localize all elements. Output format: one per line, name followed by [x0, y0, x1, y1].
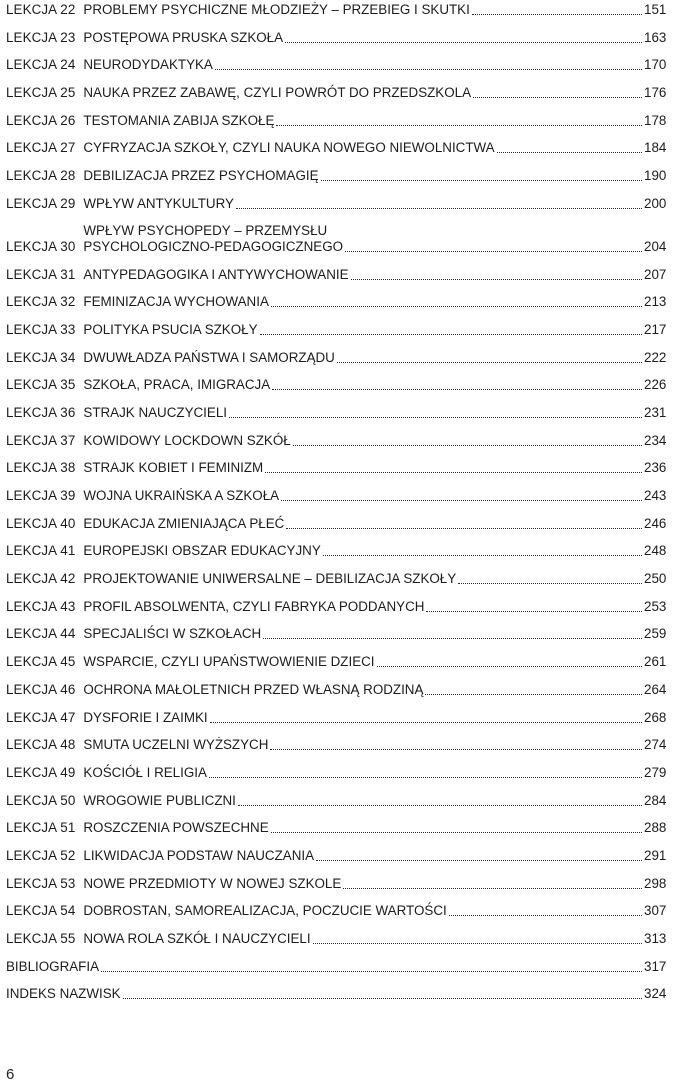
toc-page-number: 298 — [644, 875, 667, 891]
toc-page-number: 246 — [644, 515, 667, 531]
toc-entry-title: WPŁYW ANTYKULTURY — [83, 195, 234, 211]
toc-entry-title: KOWIDOWY LOCKDOWN SZKÓŁ — [83, 432, 291, 448]
toc-entry-title: EUROPEJSKI OBSZAR EDUKACYJNY — [83, 543, 321, 559]
lesson-number: LEKCJA 47 — [6, 709, 76, 725]
lesson-number: LEKCJA 37 — [6, 432, 76, 448]
dot-leader — [285, 41, 642, 43]
toc-entry-title: DEBILIZACJA PRZEZ PSYCHOMAGIĘ — [83, 168, 319, 184]
toc-page-number: 176 — [644, 85, 667, 101]
toc-entry[interactable] — [6, 310, 672, 338]
toc-entry[interactable] — [6, 338, 672, 366]
toc-entry-title-wrap — [83, 223, 644, 255]
toc-entry-title: NAUKA PRZEZ ZABAWĘ, CZYLI POWRÓT DO PRZEDSZKOLA — [83, 85, 472, 101]
dot-leader — [377, 665, 642, 667]
lesson-number: LEKCJA 44 — [6, 626, 76, 642]
dot-leader — [229, 416, 642, 418]
toc-entry-title-wrap — [6, 959, 644, 975]
dot-leader — [497, 151, 642, 153]
toc-entry-title: CYFRYZACJA SZKOŁY, CZYLI NAUKA NOWEGO NIEWOLNICTWA — [83, 140, 495, 156]
lesson-number: LEKCJA 33 — [6, 321, 76, 337]
toc-entry[interactable] — [6, 73, 672, 101]
toc-page-number: 264 — [644, 681, 667, 697]
toc-page-number: 291 — [644, 847, 667, 863]
toc-entry-title-wrap — [83, 57, 644, 73]
toc-entry-title-lines — [83, 223, 343, 255]
toc-entry[interactable] — [6, 532, 672, 560]
toc-page-number: 207 — [644, 266, 667, 282]
toc-entry-title-wrap — [83, 682, 644, 698]
dot-leader — [210, 721, 642, 723]
toc-page-number: 231 — [644, 404, 667, 420]
toc-entry[interactable] — [6, 449, 672, 477]
toc-entry[interactable] — [6, 670, 672, 698]
toc-page-number: 213 — [644, 294, 667, 310]
toc-entry-title: NEURODYDAKTYKA — [83, 57, 213, 73]
dot-leader — [449, 914, 642, 916]
dot-leader — [313, 942, 642, 944]
lesson-number: LEKCJA 46 — [6, 681, 76, 697]
dot-leader — [321, 179, 642, 181]
toc-page-number: 234 — [644, 432, 667, 448]
toc-page-number: 190 — [644, 168, 667, 184]
lesson-number: LEKCJA 51 — [6, 820, 76, 836]
toc-entry-title-wrap — [83, 168, 644, 184]
lesson-number: LEKCJA 49 — [6, 764, 76, 780]
dot-leader — [337, 361, 642, 363]
lesson-number: LEKCJA 41 — [6, 543, 76, 559]
toc-entry[interactable] — [6, 156, 672, 184]
toc-entry[interactable] — [6, 726, 672, 754]
toc-page-number: 204 — [644, 238, 667, 254]
toc-entry[interactable] — [6, 864, 672, 892]
toc-page-number: 284 — [644, 792, 667, 808]
toc-entry-title: WSPARCIE, CZYLI UPAŃSTWOWIENIE DZIECI — [83, 654, 375, 670]
toc-entry-title: WPŁYW PSYCHOPEDY – PRZEMYSŁU — [83, 222, 328, 238]
toc-entry[interactable] — [6, 947, 672, 975]
toc-entry[interactable] — [6, 421, 672, 449]
toc-entry-title: NOWE PRZEDMIOTY W NOWEJ SZKOLE — [83, 875, 342, 891]
lesson-number: LEKCJA 54 — [6, 903, 76, 919]
dot-leader — [271, 305, 642, 307]
toc-entry[interactable] — [6, 0, 672, 18]
toc-entry-title-wrap — [83, 322, 644, 338]
toc-page-number: 250 — [644, 571, 667, 587]
dot-leader — [260, 333, 642, 335]
toc-entry-title: STRAJK KOBIET I FEMINIZM — [83, 460, 264, 476]
toc-entry-title-wrap — [83, 931, 644, 947]
lesson-number: LEKCJA 34 — [6, 349, 76, 365]
toc-page-number: 253 — [644, 598, 667, 614]
dot-leader — [425, 693, 642, 695]
dot-leader — [345, 250, 642, 252]
toc-entry-title-wrap — [83, 196, 644, 212]
toc-page-number: 259 — [644, 626, 667, 642]
toc-page-number: 307 — [644, 903, 667, 919]
toc-entry[interactable] — [6, 836, 672, 864]
toc-entry-title: WOJNA UKRAIŃSKA A SZKOŁA — [83, 488, 280, 503]
toc-entry-title: PROFIL ABSOLWENTA, CZYLI FABRYKA PODDANYCH — [83, 598, 425, 614]
toc-entry-title: SMUTA UCZELNI WYŻSZYCH — [83, 737, 269, 753]
toc-entry[interactable] — [6, 366, 672, 394]
toc-page-number: 288 — [644, 820, 667, 836]
toc-entry-title: OCHRONA MAŁOLETNICH PRZED WŁASNĄ RODZINĄ — [83, 681, 424, 697]
toc-entry[interactable] — [6, 255, 672, 283]
toc-entry-title: NOWA ROLA SZKÓŁ I NAUCZYCIELI — [83, 931, 311, 946]
dot-leader — [426, 610, 642, 612]
toc-page-number: 324 — [644, 986, 667, 1002]
dot-leader — [215, 68, 642, 70]
toc-entry-title: SPECJALIŚCI W SZKOŁACH — [83, 626, 262, 642]
toc-page-number: 248 — [644, 543, 667, 559]
toc-page-number: 268 — [644, 709, 667, 725]
toc-page-number: 184 — [644, 140, 667, 156]
toc-entry-title: WROGOWIE PUBLICZNI — [83, 792, 236, 808]
toc-entry-title-wrap — [83, 654, 644, 670]
toc-page-number: 170 — [644, 57, 667, 73]
toc-entry-title-wrap — [83, 377, 644, 393]
lesson-number: LEKCJA 40 — [6, 515, 76, 531]
dot-leader — [343, 887, 642, 889]
toc-entry-title: SZKOŁA, PRACA, IMIGRACJA — [83, 377, 271, 393]
toc-entry-title-wrap — [83, 765, 644, 781]
toc-page-number: 236 — [644, 460, 667, 476]
lesson-number: LEKCJA 26 — [6, 112, 76, 128]
toc-entry-title-wrap — [83, 543, 644, 559]
dot-leader — [458, 582, 642, 584]
dot-leader — [209, 776, 642, 778]
page-number: 6 — [6, 1066, 15, 1083]
toc-entry-title: TESTOMANIA ZABIJA SZKOŁĘ — [83, 112, 275, 128]
toc-entry-title: INDEKS NAZWISK — [6, 986, 121, 1002]
dot-leader — [263, 637, 642, 639]
lesson-number: LEKCJA 43 — [6, 598, 76, 614]
toc-entry[interactable] — [6, 919, 672, 947]
toc-entry-title: PROJEKTOWANIE UNIWERSALNE – DEBILIZACJA SZKOŁY — [83, 571, 457, 587]
dot-leader — [270, 748, 642, 750]
toc-entry[interactable] — [6, 393, 672, 421]
dot-leader — [123, 997, 642, 999]
toc-entry[interactable] — [6, 46, 672, 74]
lesson-number: LEKCJA 48 — [6, 737, 76, 753]
toc-entry-title-wrap — [83, 876, 644, 892]
toc-entry-title: PROBLEMY PSYCHICZNE MŁODZIEŻY – PRZEBIEG I SKUTKI — [83, 2, 470, 17]
toc-page-number: 313 — [644, 931, 667, 946]
toc-entry[interactable] — [6, 809, 672, 837]
lesson-number: LEKCJA 32 — [6, 294, 76, 310]
toc-entry-title: STRAJK NAUCZYCIELI — [83, 404, 227, 420]
lesson-number: LEKCJA 27 — [6, 140, 76, 156]
lesson-number: LEKCJA 25 — [6, 85, 76, 101]
toc-page-number: 151 — [644, 2, 667, 17]
toc-entry-title: POSTĘPOWA PRUSKA SZKOŁA — [83, 29, 284, 45]
toc-entry[interactable] — [6, 504, 672, 532]
dot-leader — [473, 96, 642, 98]
toc-entry-title: EDUKACJA ZMIENIAJĄCA PŁEĆ — [83, 515, 285, 531]
toc-entry-title-wrap — [83, 85, 644, 101]
toc-entry-title-wrap — [83, 626, 644, 642]
toc-entry-title-wrap — [83, 848, 644, 864]
toc-page-number: 200 — [644, 195, 667, 211]
toc-entry[interactable] — [6, 129, 672, 157]
toc-entry-title-wrap — [83, 820, 644, 836]
toc-entry-title-wrap — [83, 516, 644, 532]
toc-entry-title-continuation: PSYCHOLOGICZNO-PEDAGOGICZNEGO — [83, 238, 344, 254]
toc-entry[interactable] — [6, 892, 672, 920]
toc-entry-title: ROSZCZENIA POWSZECHNE — [83, 820, 269, 836]
dot-leader — [265, 471, 642, 473]
toc-entry[interactable] — [6, 753, 672, 781]
toc-page-number: 222 — [644, 349, 667, 365]
toc-entry-title-wrap — [83, 793, 644, 809]
lesson-number: LEKCJA 50 — [6, 792, 76, 808]
dot-leader — [271, 831, 642, 833]
lesson-number: LEKCJA 55 — [6, 931, 76, 946]
toc-page-number: 243 — [644, 488, 667, 503]
toc-entry-title-wrap — [83, 267, 644, 283]
lesson-number: LEKCJA 23 — [6, 29, 76, 45]
dot-leader — [236, 207, 642, 209]
dot-leader — [351, 278, 642, 280]
lesson-number: LEKCJA 29 — [6, 195, 76, 211]
toc-entry-title-wrap — [83, 460, 644, 476]
toc-entry[interactable] — [6, 615, 672, 643]
toc-entry-title: DWUWŁADZA PAŃSTWA I SAMORZĄDU — [83, 349, 335, 365]
lesson-number: LEKCJA 28 — [6, 168, 76, 184]
toc-entry[interactable] — [6, 698, 672, 726]
toc-entry[interactable] — [6, 184, 672, 212]
lesson-number: LEKCJA 45 — [6, 654, 76, 670]
lesson-number: LEKCJA 36 — [6, 404, 76, 420]
toc-entry-title: LIKWIDACJA PODSTAW NAUCZANIA — [83, 847, 315, 863]
toc-entry-title-wrap — [83, 350, 644, 366]
dot-leader — [281, 499, 642, 501]
toc-entry-title-wrap — [83, 488, 644, 504]
toc-entry-title: ANTYPEDAGOGIKA I ANTYWYCHOWANIE — [83, 266, 349, 282]
lesson-number: LEKCJA 30 — [6, 238, 76, 254]
toc-page-number: 279 — [644, 764, 667, 780]
toc-entry-title: DYSFORIE I ZAIMKI — [83, 709, 208, 725]
dot-leader — [238, 804, 642, 806]
toc-entry-title-wrap — [83, 140, 644, 156]
toc-entry[interactable] — [6, 101, 672, 129]
dot-leader — [293, 444, 642, 446]
toc-page-number: 274 — [644, 737, 667, 753]
dot-leader — [286, 527, 642, 529]
dot-leader — [101, 970, 642, 972]
lesson-number: LEKCJA 53 — [6, 875, 76, 891]
toc-entry-title-wrap — [83, 903, 644, 919]
toc-page-number: 261 — [644, 654, 667, 670]
toc-entry[interactable] — [6, 283, 672, 311]
toc-entry-title-wrap — [83, 599, 644, 615]
lesson-number: LEKCJA 39 — [6, 488, 76, 503]
toc-page-number: 226 — [644, 377, 667, 393]
lesson-number: LEKCJA 52 — [6, 847, 76, 863]
dot-leader — [316, 859, 642, 861]
toc-entry-title-wrap — [83, 433, 644, 449]
toc-entry[interactable] — [6, 18, 672, 46]
lesson-number: LEKCJA 31 — [6, 266, 76, 282]
toc-entry-title-wrap — [83, 710, 644, 726]
toc-entry-title: KOŚCIÓŁ I RELIGIA — [83, 764, 207, 780]
toc-entry[interactable] — [6, 476, 672, 504]
toc-entry-title-wrap — [83, 113, 644, 129]
dot-leader — [272, 388, 642, 390]
toc-entry-title-wrap — [83, 405, 644, 421]
dot-leader — [323, 554, 642, 556]
toc-page-number: 178 — [644, 112, 667, 128]
lesson-number: LEKCJA 42 — [6, 571, 76, 587]
toc-entry[interactable] — [6, 587, 672, 615]
lesson-number: LEKCJA 35 — [6, 377, 76, 393]
toc-page-number: 163 — [644, 29, 667, 45]
toc-page-number: 217 — [644, 321, 667, 337]
toc-entry-title: DOBROSTAN, SAMOREALIZACJA, POCZUCIE WARTOŚCI — [83, 903, 447, 919]
toc-entry[interactable] — [6, 975, 672, 1003]
toc-entry-title-wrap — [83, 30, 644, 46]
toc-entry-title-wrap — [6, 986, 644, 1002]
toc-entry[interactable] — [6, 642, 672, 670]
toc-entry-title: BIBLIOGRAFIA — [6, 958, 100, 974]
table-of-contents — [6, 0, 672, 1002]
toc-page-number: 317 — [644, 958, 667, 974]
lesson-number: LEKCJA 22 — [6, 2, 76, 17]
toc-entry-title-wrap — [83, 571, 644, 587]
toc-entry-title: FEMINIZACJA WYCHOWANIA — [83, 294, 269, 310]
toc-entry-title-wrap — [83, 294, 644, 310]
dot-leader — [472, 13, 642, 15]
lesson-number: LEKCJA 38 — [6, 460, 76, 476]
toc-entry-title-wrap — [83, 2, 644, 18]
lesson-number: LEKCJA 24 — [6, 57, 76, 73]
toc-entry[interactable] — [6, 212, 672, 255]
toc-entry-title: POLITYKA PSUCIA SZKOŁY — [83, 321, 258, 337]
toc-entry[interactable] — [6, 781, 672, 809]
dot-leader — [276, 124, 642, 126]
toc-entry[interactable] — [6, 559, 672, 587]
toc-entry-title-wrap — [83, 737, 644, 753]
